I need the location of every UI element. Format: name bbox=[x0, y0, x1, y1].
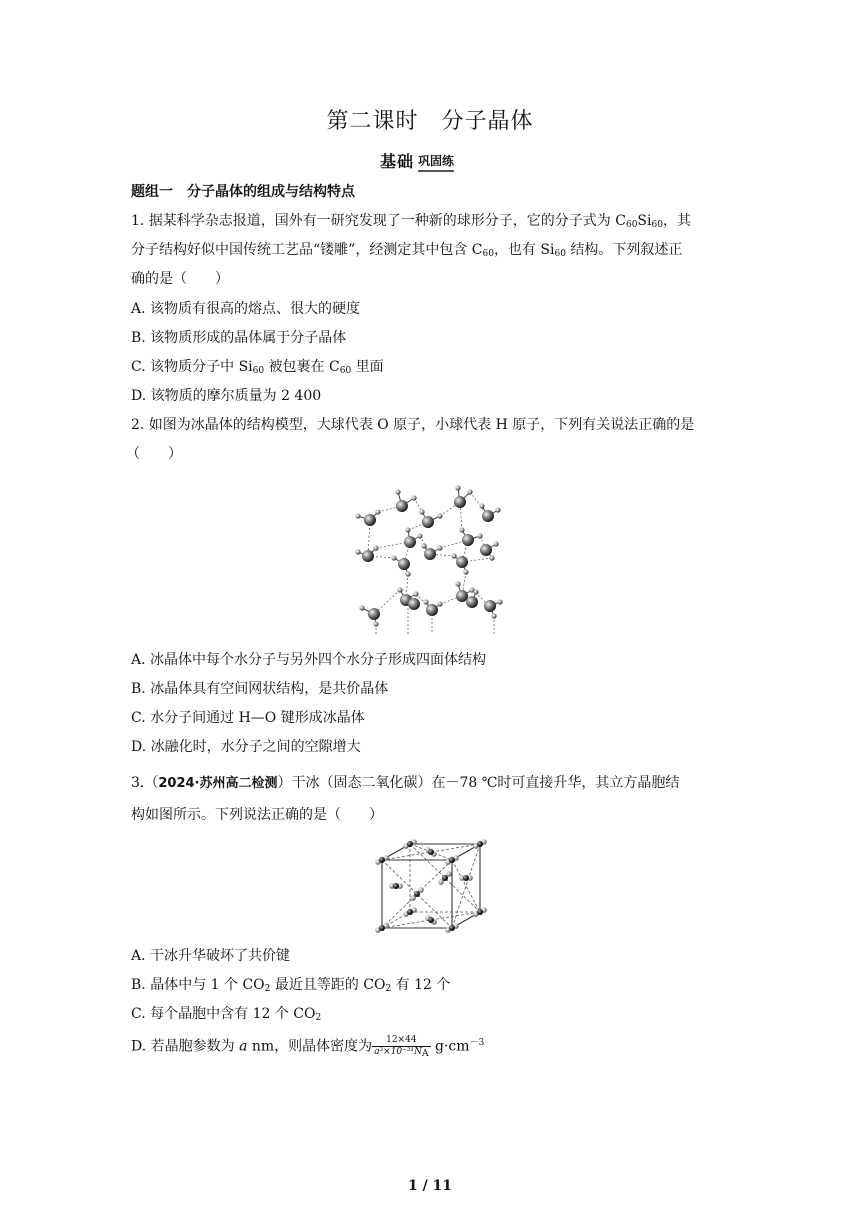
q1-option-d: D. 该物质的摩尔质量为 2 400 bbox=[131, 388, 322, 404]
section-badge bbox=[380, 150, 454, 172]
q2-option-b: B. 冰晶体具有空间网状结构，是共价晶体 bbox=[131, 681, 389, 697]
page-title: 第二课时 分子晶体 bbox=[326, 109, 534, 134]
q3-option-d: D. 若晶胞参数为 a nm，则晶体密度为 $\frac{12\times 44}{a^3\times 10^{-21}N_A}$ $g\cdot cm^{-3}$ bbox=[131, 1035, 485, 1059]
q2-line2: （ ） bbox=[126, 446, 182, 462]
density-fraction: $\frac{12\times 44}{a^3\times 10^{-21}N_A}$ bbox=[374, 1035, 429, 1059]
q3-option-c: C. 每个晶胞中含有 12 个 $CO_2$ bbox=[131, 1006, 322, 1023]
q1-option-a: A. 该物质有很高的熔点、很大的硬度 bbox=[131, 301, 361, 317]
co2-molecules bbox=[375, 839, 487, 933]
dry-ice-unit-cell-figure bbox=[372, 836, 492, 940]
q3-line1: 3.（2024·苏州高二检测）干冰（固态二氧化碳）在－78 ℃时可直接升华，其立方晶胞结 bbox=[131, 775, 680, 791]
q2-option-a: A. 冰晶体中每个水分子与另外四个水分子形成四面体结构 bbox=[131, 652, 487, 668]
q3-option-b: B. 晶体中与 1 个 $CO_2$ 最近且等距的 $CO_2$ 有 12 个 bbox=[131, 977, 451, 994]
q1-option-c: C. 该物质分子中 $Si_{60}$ 被包裹在 $C_{60}$ 里面 bbox=[131, 359, 384, 376]
group-heading: 题组一 分子晶体的组成与结构特点 bbox=[131, 184, 355, 200]
oxygen-atoms bbox=[362, 496, 496, 620]
q1-line1: 1. 据某科学杂志报道，国外有一研究发现了一种新的球形分子，它的分子式为 $C_{60}Si_{60}$，其 bbox=[131, 213, 691, 230]
q2-line1: 2. 如图为冰晶体的结构模型，大球代表 O 原子，小球代表 H 原子，下列有关说法正确的是 bbox=[131, 417, 695, 433]
q1-line2: 分子结构好似中国传统工艺品“镂雕”，经测定其中包含 $C_{60}$，也有 $Si_{60}$ 结构。下列叙述正 bbox=[131, 242, 683, 259]
ice-crystal-figure bbox=[350, 478, 510, 638]
q2-option-d: D. 冰融化时，水分子之间的空隙增大 bbox=[131, 739, 361, 755]
badge-main: 基础 bbox=[380, 152, 415, 171]
q2-option-c: C. 水分子间通过 H—O 键形成冰晶体 bbox=[131, 710, 365, 726]
badge-sub: 巩固练 bbox=[418, 152, 454, 172]
q3-option-a: A. 干冰升华破坏了共价键 bbox=[131, 948, 291, 964]
q1-option-b: B. 该物质形成的晶体属于分子晶体 bbox=[131, 330, 347, 346]
q3-line2: 构如图所示。下列说法正确的是（ ） bbox=[131, 807, 383, 823]
page-number: 1 / 11 bbox=[407, 1178, 453, 1194]
q1-line3: 确的是（ ） bbox=[131, 271, 229, 287]
q3-source: 2024·苏州高二检测 bbox=[158, 776, 278, 791]
